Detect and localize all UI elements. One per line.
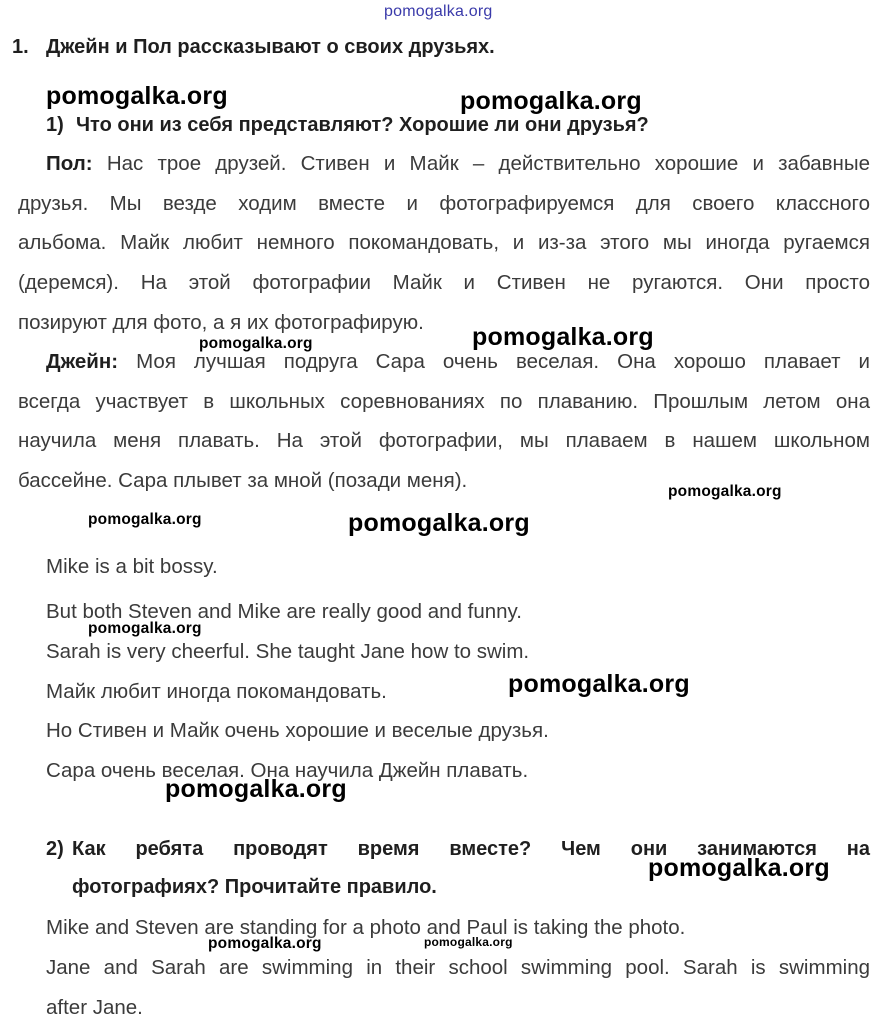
q1-title: Что они из себя представляют? Хорошие ли они друзья? bbox=[76, 114, 649, 136]
watermark-top: pomogalka.org bbox=[384, 3, 493, 20]
jane-line-1: Джейн: Моя лучшая подруга Сара очень веселая. Она хорошо плавает и bbox=[46, 350, 870, 373]
answer-1: Mike is a bit bossy. bbox=[46, 555, 218, 578]
answer-5: Но Стивен и Майк очень хорошие и веселые друзья. bbox=[46, 719, 549, 742]
paul-line-5: позируют для фото, а я их фотографирую. bbox=[18, 311, 424, 334]
q1-number: 1) bbox=[46, 114, 64, 136]
q2-number: 2) bbox=[46, 838, 64, 860]
watermark: pomogalka.org bbox=[88, 511, 202, 528]
q2-line-2: фотографиях? Прочитайте правило. bbox=[72, 876, 437, 898]
answer-2: But both Steven and Mike are really good and funny. bbox=[46, 600, 522, 623]
watermark: pomogalka.org bbox=[199, 335, 313, 352]
watermark: pomogalka.org bbox=[46, 82, 228, 110]
task-title: Джейн и Пол рассказывают о своих друзьях. bbox=[46, 36, 495, 58]
answer2-line-3: after Jane. bbox=[46, 996, 143, 1019]
watermark: pomogalka.org bbox=[88, 620, 202, 637]
answer2-line-2: Jane and Sarah are swimming in their school swimming pool. Sarah is swimming bbox=[46, 956, 870, 979]
jane-line-2: всегда участвует в школьных соревнованиях по плаванию. Прошлым летом она bbox=[18, 390, 870, 413]
answer-6: Сара очень веселая. Она научила Джейн плавать. bbox=[46, 759, 529, 782]
paul-label: Пол: bbox=[46, 152, 93, 175]
answer-4: Майк любит иногда покомандовать. bbox=[46, 680, 387, 703]
paul-line-3: альбома. Майк любит немного покомандовать, и из-за этого мы иногда ругаемся bbox=[18, 231, 870, 254]
task-number: 1. bbox=[12, 36, 29, 58]
jane-line-3: научила меня плавать. На этой фотографии, мы плаваем в нашем школьном bbox=[18, 429, 870, 452]
paul-line-2: друзья. Мы везде ходим вместе и фотографируемся для своего классного bbox=[18, 192, 870, 215]
q2-line-1: Как ребята проводят время вместе? Чем они занимаются на bbox=[72, 838, 870, 860]
watermark: pomogalka.org bbox=[508, 670, 690, 698]
watermark: pomogalka.org bbox=[348, 509, 530, 537]
watermark: pomogalka.org bbox=[165, 775, 347, 803]
watermark: pomogalka.org bbox=[208, 935, 322, 952]
answer-3: Sarah is very cheerful. She taught Jane how to swim. bbox=[46, 640, 530, 663]
watermark: pomogalka.org bbox=[668, 483, 782, 500]
watermark: pomogalka.org bbox=[472, 323, 654, 351]
answer2-line-1: Mike and Steven are standing for a photo and Paul is taking the photo. bbox=[46, 916, 686, 939]
watermark: pomogalka.org bbox=[460, 87, 642, 115]
paul-line-1: Пол: Нас трое друзей. Стивен и Майк – действительно хорошие и забавные bbox=[46, 152, 870, 175]
jane-label: Джейн: bbox=[46, 350, 119, 373]
watermark: pomogalka.org bbox=[648, 854, 830, 882]
jane-line-4: бассейне. Сара плывет за мной (позади меня). bbox=[18, 469, 468, 492]
paul-line-4: (деремся). На этой фотографии Майк и Стивен не ругаются. Они просто bbox=[18, 271, 870, 294]
watermark: pomogalka.org bbox=[424, 935, 513, 949]
